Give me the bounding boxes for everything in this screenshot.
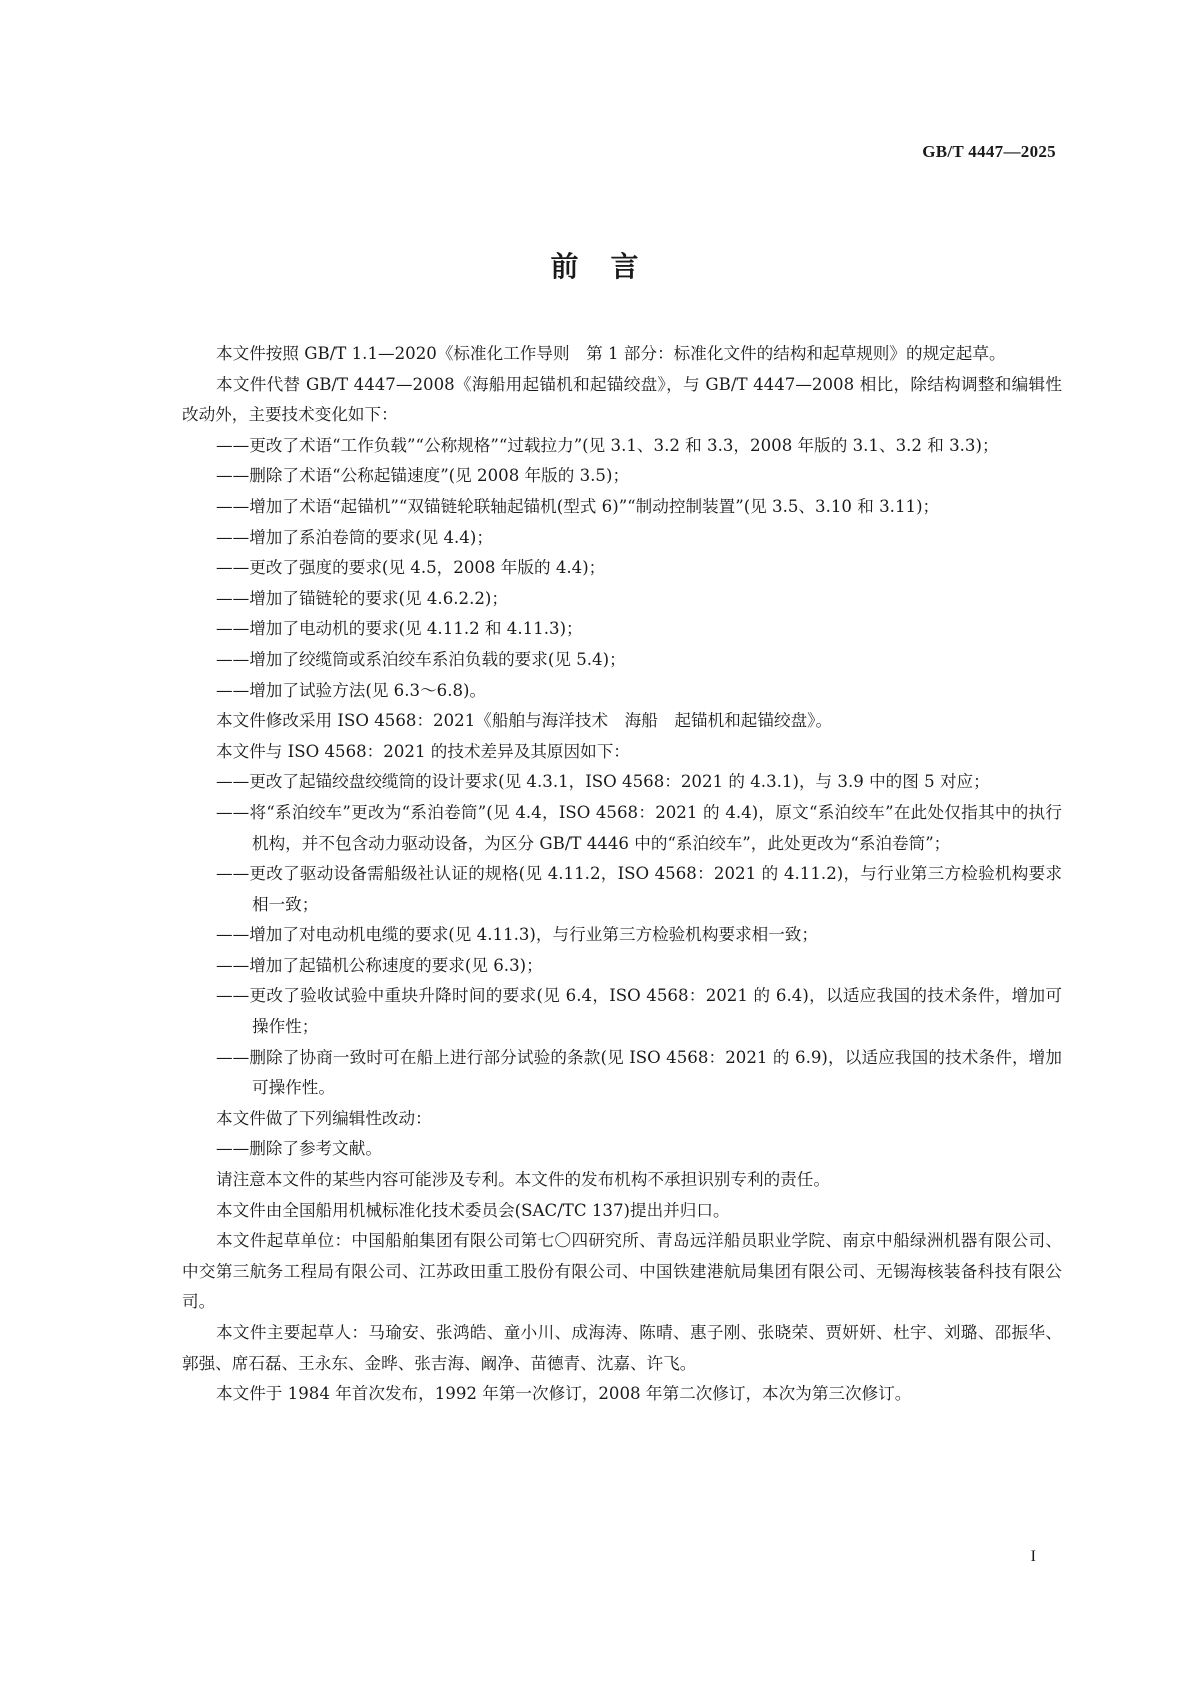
paragraph: 本文件与 ISO 4568：2021 的技术差异及其原因如下： [216, 741, 630, 761]
list-item: ——增加了术语“起锚机”“双锚链轮联轴起锚机(型式 6)”“制动控制装置”(见 3.5、3.10 和 3.11)； [216, 496, 940, 516]
paragraph: 本文件于 1984 年首次发布，1992 年第一次修订，2008 年第二次修订，本次为第三次修订。 [216, 1384, 912, 1404]
page-number: I [1030, 1548, 1036, 1565]
list-item: ——更改了术语“工作负载”“公称规格”“过载拉力”(见 3.1、3.2 和 3.3，2008 年版的 3.1、3.2 和 3.3)； [216, 435, 999, 455]
paragraph: 请注意本文件的某些内容可能涉及专利。本文件的发布机构不承担识别专利的责任。 [216, 1170, 830, 1190]
standard-code: GB/T 4447—2025 [922, 142, 1056, 161]
list-item: ——增加了系泊卷筒的要求(见 4.4)； [216, 527, 493, 547]
list-item: ——删除了协商一致时可在船上进行部分试验的条款(见 ISO 4568：2021 的 6.9)，以适应我国的技术条件，增加可操作性。 [216, 1047, 1062, 1098]
list-item: ——增加了试验方法(见 6.3～6.8)。 [216, 680, 487, 700]
paragraph: 本文件主要起草人：马瑜安、张鸿皓、童小川、成海涛、陈晴、惠子刚、张晓荣、贾妍妍、杜宇、刘璐、邵振华、郭强、席石磊、王永东、金晔、张吉海、阚净、苗德青、沈嘉、许飞。 [182, 1323, 1062, 1373]
list-item: ——将“系泊绞车”更改为“系泊卷筒”(见 4.4，ISO 4568：2021 的 4.4)，原文“系泊绞车”在此处仅指其中的执行机构，并不包含动力驱动设备，为区分 GB/T 4446 中的“系泊绞车”，此处更改为“系泊卷筒”； [216, 802, 1062, 853]
paragraph: 本文件修改采用 ISO 4568：2021《船舶与海洋技术 海船 起锚机和起锚绞盘》。 [216, 711, 833, 731]
paragraph: 本文件代替 GB/T 4447—2008《海船用起锚机和起锚绞盘》，与 GB/T 4447—2008 相比，除结构调整和编辑性改动外，主要技术变化如下： [182, 374, 1062, 425]
paragraph: 本文件起草单位：中国船舶集团有限公司第七〇四研究所、青岛远洋船员职业学院、南京中船绿洲机器有限公司、中交第三航务工程局有限公司、江苏政田重工股份有限公司、中国铁建港航局集团有限公司、无锡海核装备科技有限公司。 [182, 1231, 1062, 1312]
list-item: ——更改了验收试验中重块升降时间的要求(见 6.4，ISO 4568：2021 的 6.4)，以适应我国的技术条件，增加可操作性； [216, 986, 1062, 1037]
paragraph: 本文件按照 GB/T 1.1—2020《标准化工作导则 第 1 部分：标准化文件的结构和起草规则》的规定起草。 [216, 344, 1006, 363]
list-item: ——增加了起锚机公称速度的要求(见 6.3)； [216, 955, 543, 975]
list-item: ——增加了绞缆筒或系泊绞车系泊负载的要求(见 5.4)； [216, 649, 626, 669]
paragraph: 本文件由全国船用机械标准化技术委员会(SAC/TC 137)提出并归口。 [216, 1200, 730, 1220]
list-item: ——更改了驱动设备需船级社认证的规格(见 4.11.2，ISO 4568：2021 的 4.11.2)，与行业第三方检验机构要求相一致； [216, 864, 1062, 914]
list-item: ——增加了电动机的要求(见 4.11.2 和 4.11.3)； [216, 619, 583, 639]
list-item: ——增加了锚链轮的要求(见 4.6.2.2)； [216, 588, 508, 608]
list-item: ——删除了参考文献。 [216, 1139, 382, 1159]
list-item: ——删除了术语“公称起锚速度”(见 2008 年版的 3.5)； [216, 466, 630, 486]
list-item: ——增加了对电动机电缆的要求(见 4.11.3)，与行业第三方检验机构要求相一致； [216, 925, 818, 945]
list-item: ——更改了强度的要求(见 4.5，2008 年版的 4.4)； [216, 558, 606, 578]
foreword-body [182, 339, 1062, 1410]
paragraph: 本文件做了下列编辑性改动： [216, 1108, 432, 1128]
page-title: 前 言 [550, 250, 641, 283]
list-item: ——更改了起锚绞盘绞缆筒的设计要求(见 4.3.1，ISO 4568：2021 的 4.3.1)，与 3.9 中的图 5 对应； [216, 772, 990, 792]
